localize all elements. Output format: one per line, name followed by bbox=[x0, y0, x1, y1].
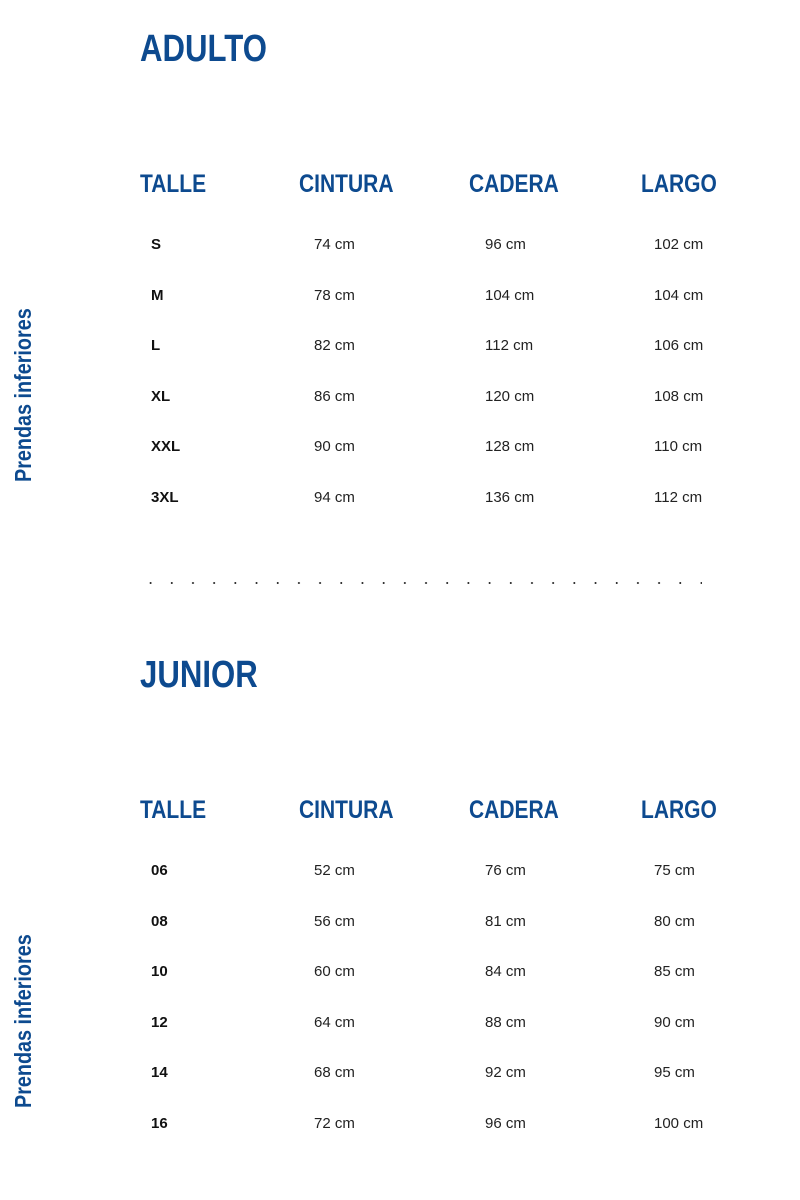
cadera-cell: 88 cm bbox=[485, 1014, 526, 1031]
cadera-cell: 76 cm bbox=[485, 862, 526, 879]
table-row bbox=[0, 1112, 800, 1136]
largo-cell: 100 cm bbox=[654, 1115, 704, 1132]
size-cell: 14 bbox=[151, 1064, 168, 1081]
size-cell: 16 bbox=[151, 1115, 168, 1132]
cintura-cell: 86 cm bbox=[314, 388, 355, 405]
table-row bbox=[0, 960, 800, 984]
side-label-text: Prendas inferiores bbox=[10, 308, 36, 482]
size-cell: M bbox=[151, 287, 164, 304]
size-cell: 10 bbox=[151, 963, 168, 980]
table-row bbox=[0, 334, 800, 358]
header-talle: TALLE bbox=[140, 170, 207, 198]
cadera-cell: 81 cm bbox=[485, 913, 526, 930]
table-row bbox=[0, 859, 800, 883]
cintura-cell: 94 cm bbox=[314, 489, 355, 506]
cadera-cell: 96 cm bbox=[485, 236, 526, 253]
cintura-cell: 68 cm bbox=[314, 1064, 355, 1081]
cintura-cell: 90 cm bbox=[314, 438, 355, 455]
cadera-cell: 84 cm bbox=[485, 963, 526, 980]
size-cell: XL bbox=[151, 388, 171, 405]
header-cadera: CADERA bbox=[469, 796, 559, 824]
header-cintura: CINTURA bbox=[299, 796, 394, 824]
largo-cell: 80 cm bbox=[654, 913, 695, 930]
cadera-cell: 112 cm bbox=[485, 337, 534, 354]
side-label-text: Prendas inferiores bbox=[10, 934, 36, 1108]
dotted-divider bbox=[140, 582, 702, 584]
cadera-cell: 104 cm bbox=[485, 287, 535, 304]
largo-cell: 90 cm bbox=[654, 1014, 695, 1031]
table-row bbox=[0, 1061, 800, 1085]
largo-cell: 106 cm bbox=[654, 337, 704, 354]
header-talle: TALLE bbox=[140, 796, 207, 824]
cintura-cell: 56 cm bbox=[314, 913, 355, 930]
header-largo: LARGO bbox=[641, 796, 717, 824]
cadera-cell: 128 cm bbox=[485, 438, 535, 455]
cintura-cell: 72 cm bbox=[314, 1115, 355, 1132]
cintura-cell: 52 cm bbox=[314, 862, 355, 879]
cintura-cell: 60 cm bbox=[314, 963, 355, 980]
cintura-cell: 64 cm bbox=[314, 1014, 355, 1031]
largo-cell: 85 cm bbox=[654, 963, 695, 980]
section-title-junior: JUNIOR bbox=[140, 654, 258, 696]
cadera-cell: 96 cm bbox=[485, 1115, 526, 1132]
size-cell: L bbox=[151, 337, 161, 354]
largo-cell: 112 cm bbox=[654, 489, 703, 506]
size-cell: XXL bbox=[151, 438, 181, 455]
largo-cell: 104 cm bbox=[654, 287, 704, 304]
cintura-cell: 74 cm bbox=[314, 236, 355, 253]
size-cell: 08 bbox=[151, 913, 168, 930]
cadera-cell: 120 cm bbox=[485, 388, 535, 405]
largo-cell: 75 cm bbox=[654, 862, 695, 879]
table-row bbox=[0, 385, 800, 409]
cadera-cell: 136 cm bbox=[485, 489, 535, 506]
section-title-adulto: ADULTO bbox=[140, 28, 267, 70]
size-cell: 06 bbox=[151, 862, 168, 879]
header-cintura: CINTURA bbox=[299, 170, 394, 198]
largo-cell: 102 cm bbox=[654, 236, 704, 253]
header-cadera: CADERA bbox=[469, 170, 559, 198]
cintura-cell: 78 cm bbox=[314, 287, 355, 304]
cintura-cell: 82 cm bbox=[314, 337, 355, 354]
size-cell: 12 bbox=[151, 1014, 168, 1031]
largo-cell: 110 cm bbox=[654, 438, 703, 455]
size-cell: S bbox=[151, 236, 162, 253]
largo-cell: 95 cm bbox=[654, 1064, 695, 1081]
header-largo: LARGO bbox=[641, 170, 717, 198]
table-row bbox=[0, 486, 800, 510]
size-cell: 3XL bbox=[151, 489, 179, 506]
table-row bbox=[0, 435, 800, 459]
table-row bbox=[0, 1011, 800, 1035]
table-row bbox=[0, 284, 800, 308]
table-row bbox=[0, 910, 800, 934]
cadera-cell: 92 cm bbox=[485, 1064, 526, 1081]
table-row bbox=[0, 233, 800, 257]
largo-cell: 108 cm bbox=[654, 388, 704, 405]
